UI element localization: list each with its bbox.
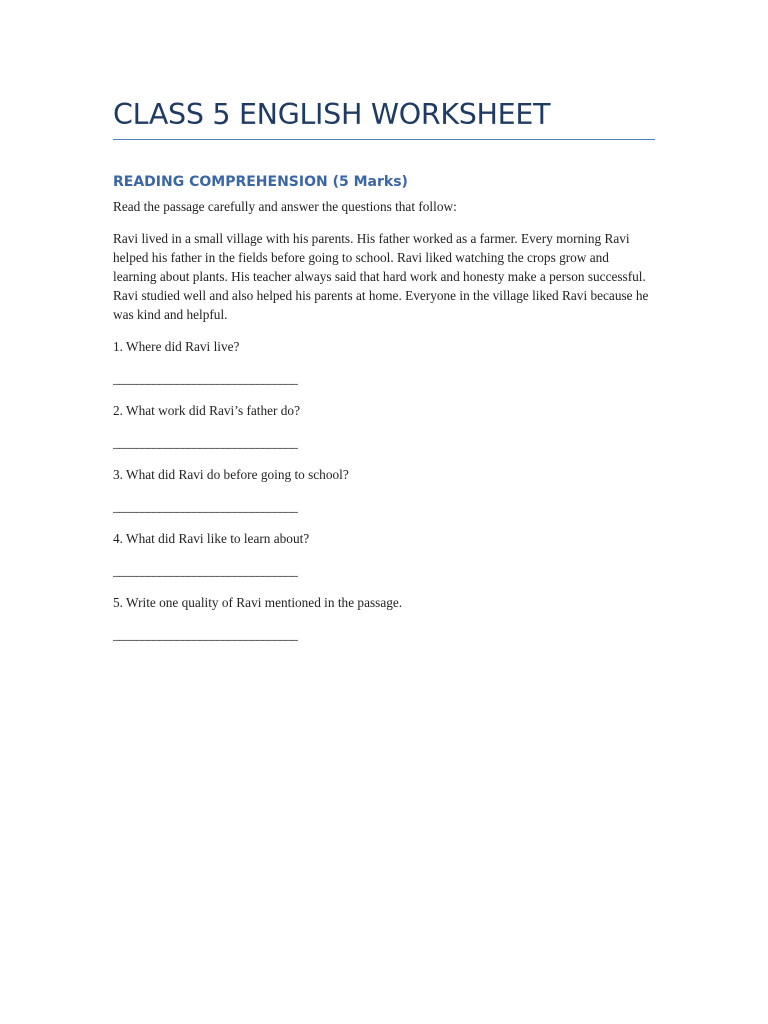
- answer-line-2: ________________________________: [113, 435, 297, 450]
- answer-line-3: ________________________________: [113, 499, 297, 514]
- question-5: 5. Write one quality of Ravi mentioned in the passage.: [113, 595, 403, 610]
- section-heading-reading-comprehension: READING COMPREHENSION (5 Marks): [113, 174, 408, 190]
- question-1: 1. Where did Ravi live?: [113, 339, 240, 354]
- title-underline-divider: [113, 139, 655, 140]
- question-4: 4. What did Ravi like to learn about?: [113, 531, 310, 546]
- question-3: 3. What did Ravi do before going to school?: [113, 467, 349, 482]
- answer-line-5: ________________________________: [113, 627, 297, 642]
- reading-passage: Ravi lived in a small village with his parents. His father worked as a farmer. Every morning Ravi helped his father in the fields before going to school. Ravi liked watching the crops grow and learning about plants. His teacher always said that hard work and honesty make a person successful. Ravi studied well and also helped his parents at home. Everyone in the village liked Ravi because he was kind and helpful.: [113, 231, 649, 323]
- question-2: 2. What work did Ravi’s father do?: [113, 403, 300, 418]
- worksheet-title: CLASS 5 ENGLISH WORKSHEET: [113, 98, 551, 131]
- answer-line-4: ________________________________: [113, 563, 297, 578]
- answer-line-1: ________________________________: [113, 371, 297, 386]
- instruction-text: Read the passage carefully and answer the questions that follow:: [113, 199, 457, 214]
